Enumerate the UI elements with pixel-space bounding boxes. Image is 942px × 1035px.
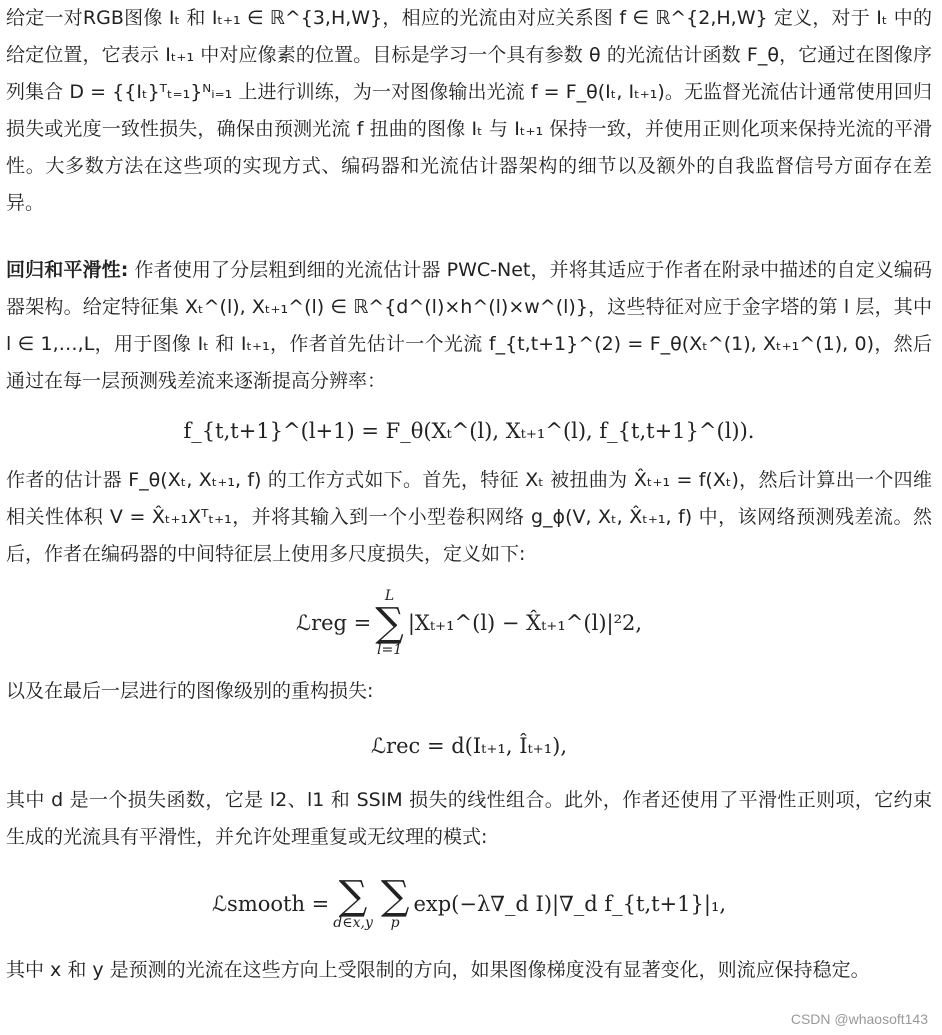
paragraph-4: 以及在最后一层进行的图像级别的重构损失: [6,680,374,702]
article-body [6,0,932,989]
sum-operator-2 [380,873,410,931]
equation-residual-flow: f_{t,t+1}^(l+1) = F_θ(Xₜ^(l), Xₜ₊₁^(l), f_{t,t+1}^(l)). [183,419,755,443]
watermark: CSDN @whaosoft143 [790,1011,928,1027]
eq-reg-lhs: ℒreg = [295,611,372,635]
eq-reg-body: |Xₜ₊₁^(l) − X̂ₜ₊₁^(l)|²2, [407,611,643,635]
sigma-icon: ∑ [375,600,404,646]
paragraph-1: 给定一对RGB图像 Iₜ 和 Iₜ₊₁ ∈ ℝ^{3,H,W}，相应的光流由对应关系图 f ∈ ℝ^{2,H,W} 定义，对于 Iₜ 中的给定位置，它表示 Iₜ₊₁ 中对应像素的位置。目标是学习一个具有参数 θ 的光流估计函数 F_θ，它通过在图像序列集合 D = {{Iₜ}ᵀₜ₌₁}ᴺᵢ₌₁ 上进行训练，为一对图像输出光流 f = F_θ(Iₜ, Iₜ₊₁)。无监督光流估计通常使用回归损失或光度一致性损失，确保由预测光流 f 扭曲的图像 Iₜ 与 Iₜ₊₁ 保持一致，并使用正则化项来保持光流的平滑性。大多数方法在这些项的实现方式、编码器和光流估计器架构的细节以及额外的自我监督信号方面存在差异。 [6,7,932,214]
sum1-lower: d∈x,y [333,915,373,931]
sigma-icon: ∑ [380,873,410,919]
equation-smooth-loss [6,856,932,952]
equation-reg-loss [6,573,932,673]
paragraph-6: 其中 x 和 y 是预测的光流在这些方向上受限制的方向，如果图像梯度没有显著变化，则流应保持稳定。 [6,959,870,981]
eq-smooth-lhs: ℒsmooth = [211,892,330,916]
sum-lower: l=1 [376,642,403,658]
equation-rec-loss: ℒrec = d(Iₜ₊₁, Îₜ₊₁), [370,734,568,758]
sigma-icon: ∑ [338,873,368,919]
sum-operator-1 [333,873,373,931]
sum2-lower: p [390,915,400,931]
eq-smooth-body: exp(−λ∇_d I)|∇_d f_{t,t+1}|₁, [413,892,727,916]
paragraph-2-text: 作者使用了分层粗到细的光流估计器 PWC-Net，并将其适应于作者在附录中描述的自定义编码器架构。给定特征集 Xₜ^(l), Xₜ₊₁^(l) ∈ ℝ^{d^(l)×h^(l)×w^(l)}，这些特征对应于金字塔的第 l 层，其中 l ∈ 1,…,L，用于图像 Iₜ 和 Iₜ₊₁，作者首先估计一个光流 f_{t,t+1}^(2) = F_θ(Xₜ^(1), Xₜ₊₁^(1), 0)，然后通过在每一层预测残差流来逐渐提高分辨率： [6,259,932,392]
sum-operator [375,588,404,658]
section-title: 回归和平滑性: [6,259,129,281]
sum-upper: L [384,588,395,604]
paragraph-2 [6,252,932,400]
spacer [6,222,932,252]
paragraph-3: 作者的估计器 F_θ(Xₜ, Xₜ₊₁, f) 的工作方式如下。首先，特征 Xₜ 被扭曲为 X̂ₜ₊₁ = f(Xₜ)，然后计算出一个四维相关性体积 V = X̂ₜ₊₁Xᵀₜ₊₁，并将其输入到一个小型卷积网络 g_ϕ(V, Xₜ, X̂ₜ₊₁, f) 中，该网络预测残差流。然后，作者在编码器的中间特征层上使用多尺度损失，定义如下: [6,469,932,565]
paragraph-5: 其中 d 是一个损失函数，它是 l2、l1 和 SSIM 损失的线性组合。此外，作者还使用了平滑性正则项，它约束生成的光流具有平滑性，并允许处理重复或无纹理的模式: [6,789,932,848]
